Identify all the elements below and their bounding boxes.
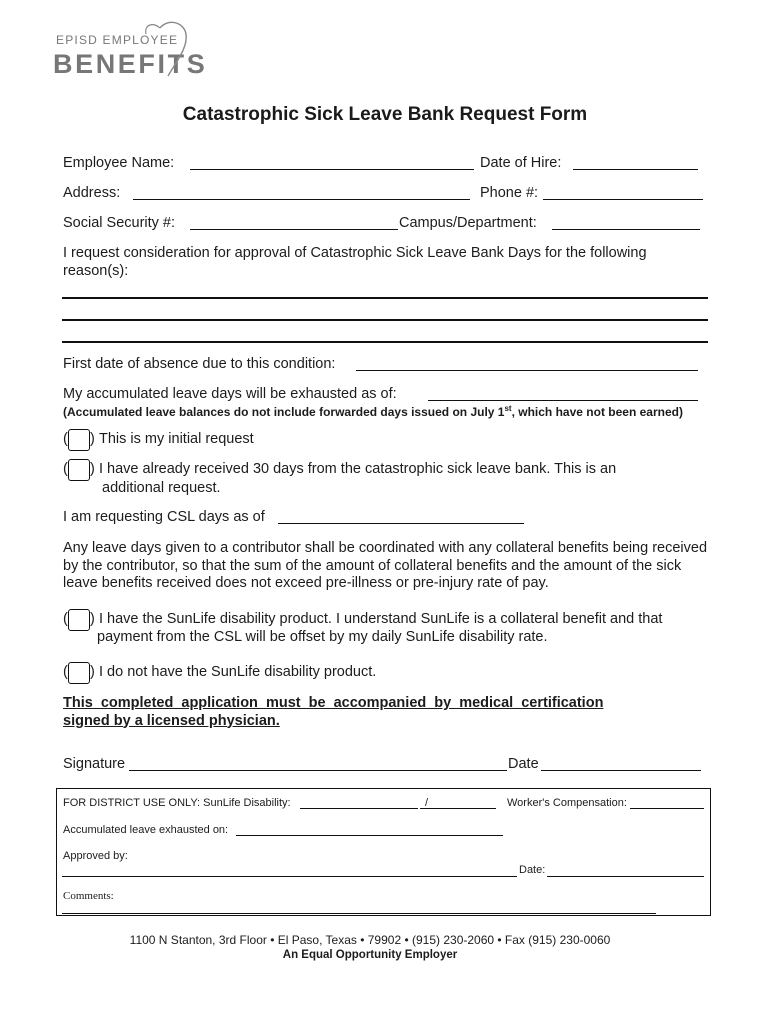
- address-label: Address:: [63, 185, 121, 201]
- comments-field[interactable]: [62, 913, 656, 914]
- sunlife-disability-field[interactable]: [300, 808, 418, 809]
- exhausted-field[interactable]: [428, 400, 698, 401]
- sunlife-yes-checkbox[interactable]: [68, 609, 90, 631]
- note-text-2: , which have not been earned): [511, 405, 683, 419]
- paren-open-4: (: [63, 664, 68, 680]
- approved-date-field[interactable]: [547, 876, 704, 877]
- footer-eoe: An Equal Opportunity Employer: [282, 949, 458, 961]
- slash-separator: /: [425, 797, 429, 809]
- csl-days-field[interactable]: [278, 523, 524, 524]
- paren-close-4: ): [90, 664, 95, 680]
- sunlife-no-checkbox[interactable]: [68, 662, 90, 684]
- sunlife-yes-label-line1: I have the SunLife disability product. I understand SunLife is a collateral benefit and that: [99, 611, 663, 627]
- comments-label: Comments:: [63, 890, 114, 902]
- paren-close-2: ): [90, 461, 95, 477]
- logo-top-text: EPISD EMPLOYEE: [56, 33, 179, 47]
- logo-main-text: BENEFITS: [53, 49, 208, 79]
- medical-line-1: This completed application must be accompanied by medical certification: [63, 695, 604, 711]
- initial-request-checkbox[interactable]: [68, 429, 90, 451]
- approved-by-field[interactable]: [62, 876, 517, 877]
- paren-close-3: ): [90, 611, 95, 627]
- first-date-field[interactable]: [356, 370, 698, 371]
- additional-request-label-line1: I have already received 30 days from the catastrophic sick leave bank. This is an: [99, 461, 617, 477]
- signature-date-field[interactable]: [541, 770, 701, 771]
- reason-line-2[interactable]: [62, 319, 708, 321]
- ssn-label: Social Security #:: [63, 215, 176, 231]
- date-of-hire-field[interactable]: [573, 169, 698, 170]
- csl-days-label: I am requesting CSL days as of: [63, 509, 265, 525]
- campus-field[interactable]: [552, 229, 700, 230]
- sunlife-disability-field-2[interactable]: [420, 808, 496, 809]
- address-field[interactable]: [133, 199, 470, 200]
- form-title: Catastrophic Sick Leave Bank Request Form: [182, 104, 588, 125]
- sunlife-no-label: I do not have the SunLife disability product.: [99, 664, 377, 680]
- accumulated-note: [63, 404, 683, 419]
- phone-field[interactable]: [543, 199, 703, 200]
- additional-request-checkbox[interactable]: [68, 459, 90, 481]
- workers-comp-label: Worker's Compensation:: [507, 797, 627, 809]
- footer-address: 1100 N Stanton, 3rd Floor • El Paso, Texas • 79902 • (915) 230-2060 • Fax (915) 230-0060: [129, 933, 611, 947]
- collateral-paragraph: Any leave days given to a contributor shall be coordinated with any collateral benefits being received by the contributor, so that the sum of the amount of collateral benefits and the amount of the sick leave benefits received does not exceed pre-illness or pre-injury rate of pay.: [63, 540, 708, 591]
- sunlife-yes-label-line2: payment from the CSL will be offset by my daily SunLife disability rate.: [97, 629, 548, 645]
- request-text: I request consideration for approval of Catastrophic Sick Leave Bank Days for the following reason(s):: [63, 245, 647, 279]
- note-text-1: (Accumulated leave balances do not include forwarded days issued on July 1: [63, 405, 505, 419]
- accumulated-exhausted-label: Accumulated leave exhausted on:: [63, 824, 229, 836]
- employee-name-field[interactable]: [190, 169, 474, 170]
- accumulated-exhausted-field[interactable]: [236, 835, 503, 836]
- paren-open-2: (: [63, 461, 68, 477]
- signature-field[interactable]: [129, 770, 507, 771]
- phone-label: Phone #:: [480, 185, 539, 201]
- approved-by-label: Approved by:: [63, 850, 128, 862]
- employee-name-label: Employee Name:: [63, 155, 175, 171]
- paren-close-1: ): [90, 431, 95, 447]
- heart-icon: [140, 20, 198, 82]
- reason-line-3[interactable]: [62, 341, 708, 343]
- signature-label: Signature: [63, 756, 126, 772]
- exhausted-label: My accumulated leave days will be exhausted as of:: [63, 386, 397, 402]
- district-use-label: FOR DISTRICT USE ONLY: SunLife Disability:: [63, 797, 291, 809]
- medical-certification-note: [63, 695, 703, 730]
- reason-line-1[interactable]: [62, 297, 708, 299]
- medical-line-2: signed by a licensed physician.: [63, 712, 280, 729]
- signature-date-label: Date: [508, 756, 539, 772]
- ssn-field[interactable]: [190, 229, 398, 230]
- workers-comp-field[interactable]: [630, 808, 704, 809]
- additional-request-label-line2: additional request.: [102, 480, 221, 496]
- approved-date-label: Date:: [519, 864, 546, 876]
- first-date-label: First date of absence due to this condition:: [63, 356, 336, 372]
- paren-open-3: (: [63, 611, 68, 627]
- paren-open-1: (: [63, 431, 68, 447]
- initial-request-label: This is my initial request: [99, 431, 254, 447]
- note-superscript: st: [504, 404, 512, 413]
- date-of-hire-label: Date of Hire:: [480, 155, 562, 171]
- campus-label: Campus/Department:: [399, 215, 537, 231]
